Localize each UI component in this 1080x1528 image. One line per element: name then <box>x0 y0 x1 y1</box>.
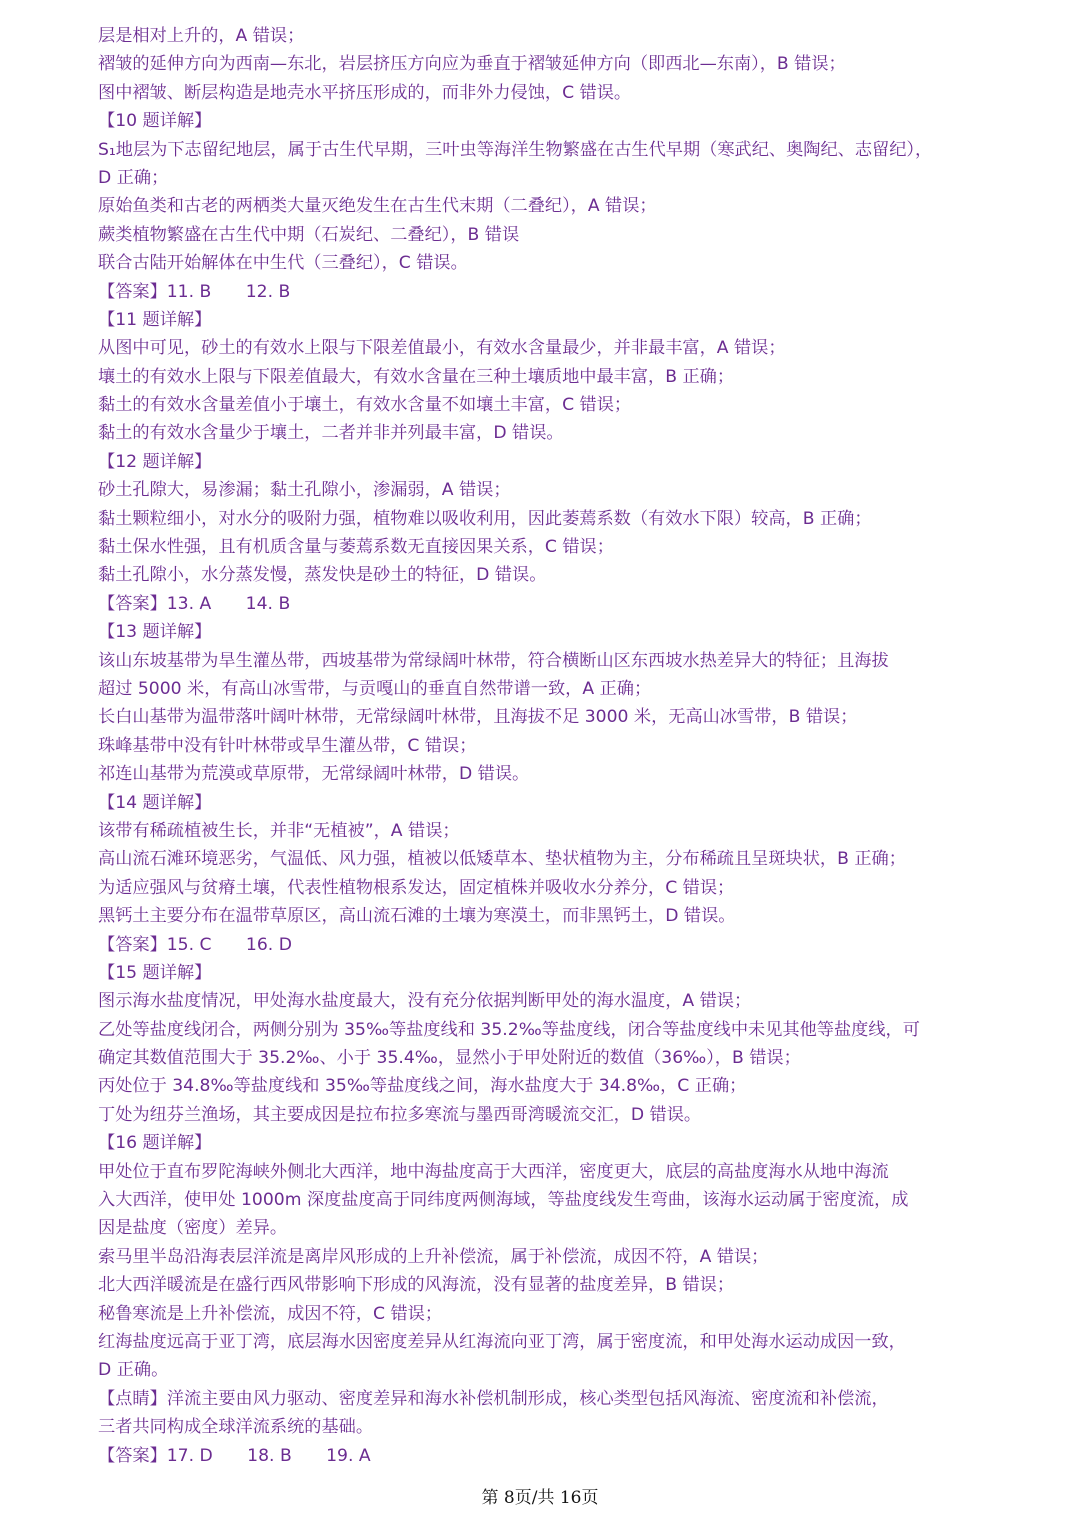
text-line: 甲处位于直布罗陀海峡外侧北大西洋，地中海盐度高于大西洋，密度更大，底层的高盐度海水从地中海流 <box>98 1161 889 1182</box>
text-line: 祁连山基带为荒漠或草原带，无常绿阔叶林带，D 错误。 <box>98 764 530 785</box>
text-line: 【点睛】洋流主要由风力驱动、密度差异和海水补偿机制形成，核心类型包括风海流、密度流和补偿流， <box>98 1388 889 1409</box>
text-line: 长白山基带为温带落叶阔叶林带，无常绿阔叶林带，且海拔不足 3000 米，无高山冰雪带，B 错误； <box>98 707 858 728</box>
text-line: 【答案】11. B 12. B <box>98 281 291 302</box>
text-line: 图示海水盐度情况，甲处海水盐度最大，没有充分依据判断甲处的海水温度，A 错误； <box>98 991 752 1012</box>
text-line: 北大西洋暖流是在盛行西风带影响下形成的风海流，没有显著的盐度差异，B 错误； <box>98 1275 735 1296</box>
text-line: 【11 题详解】 <box>98 309 212 330</box>
text-line: 壤土的有效水上限与下限差值最大，有效水含量在三种土壤质地中最丰富，B 正确； <box>98 366 735 387</box>
text-line: 【答案】15. C 16. D <box>98 934 292 955</box>
text-line: 【15 题详解】 <box>98 962 212 983</box>
text-line: 【14 题详解】 <box>98 792 212 813</box>
text-line: 丙处位于 34.8‰等盐度线和 35‰等盐度线之间，海水盐度大于 34.8‰，C 正确； <box>98 1076 747 1097</box>
text-line: 黑钙土主要分布在温带草原区，高山流石滩的土壤为寒漠土，而非黑钙土，D 错误。 <box>98 906 736 927</box>
text-line: 层是相对上升的，A 错误； <box>98 26 305 46</box>
text-line: 因是盐度（密度）差异。 <box>98 1218 288 1239</box>
text-line: 丁处为纽芬兰渔场，其主要成因是拉布拉多寒流与墨西哥湾暖流交汇，D 错误。 <box>98 1104 702 1125</box>
text-line: 【答案】17. D 18. B 19. A <box>98 1445 371 1466</box>
text-line: 珠峰基带中没有针叶林带或旱生灌丛带，C 错误； <box>98 735 477 756</box>
text-line: 褶皱的延伸方向为西南—东北，岩层挤压方向应为垂直于褶皱延伸方向（即西北—东南），B 错误； <box>98 54 846 75</box>
text-line: 【16 题详解】 <box>98 1133 212 1154</box>
text-line: 三者共同构成全球洋流系统的基础。 <box>98 1417 374 1438</box>
text-line: 黏土孔隙小，水分蒸发慢，蒸发快是砂土的特征，D 错误。 <box>98 565 547 586</box>
text-line: D 正确。 <box>98 1360 169 1381</box>
text-line: 入大西洋，使甲处 1000m 深度盐度高于同纬度两侧海域，等盐度线发生弯曲，该海水运动属于密度流，成 <box>98 1190 909 1211</box>
text-line: 索马里半岛沿海表层洋流是离岸风形成的上升补偿流，属于补偿流，成因不符，A 错误； <box>98 1246 769 1267</box>
text-line: 高山流石滩环境恶劣，气温低、风力强，植被以低矮草本、垫状植物为主，分布稀疏且呈斑块状，B 正确； <box>98 849 906 870</box>
text-line: 该山东坡基带为旱生灌丛带，西坡基带为常绿阔叶林带，符合横断山区东西坡水热差异大的特征；且海拔 <box>98 650 889 671</box>
text-line: 原始鱼类和古老的两栖类大量灭绝发生在古生代末期（二叠纪），A 错误； <box>98 196 657 217</box>
document-body <box>98 22 998 1470</box>
text-line: 黏土的有效水含量少于壤土，二者并非并列最丰富，D 错误。 <box>98 423 564 444</box>
text-line: 联合古陆开始解体在中生代（三叠纪），C 错误。 <box>98 253 468 274</box>
text-line: 该带有稀疏植被生长，并非“无植被”，A 错误； <box>98 820 460 841</box>
text-line: 【10 题详解】 <box>98 111 212 132</box>
text-line: 【答案】13. A 14. B <box>98 593 291 614</box>
page-footer: 第 8页/共 16页 <box>481 1488 599 1508</box>
text-line: 秘鲁寒流是上升补偿流，成因不符，C 错误； <box>98 1303 443 1324</box>
text-line: 蕨类植物繁盛在古生代中期（石炭纪、二叠纪），B 错误 <box>98 224 520 245</box>
text-line: D 正确； <box>98 167 169 188</box>
text-line: 超过 5000 米，有高山冰雪带，与贡嘎山的垂直自然带谱一致，A 正确； <box>98 678 652 699</box>
text-line: 【13 题详解】 <box>98 622 212 643</box>
text-line: 图中褶皱、断层构造是地壳水平挤压形成的，而非外力侵蚀，C 错误。 <box>98 82 632 103</box>
text-line: 黏土保水性强，且有机质含量与萎蔫系数无直接因果关系，C 错误； <box>98 537 614 558</box>
text-line: 乙处等盐度线闭合，两侧分别为 35‰等盐度线和 35.2‰等盐度线，闭合等盐度线中未见其他等盐度线，可 <box>98 1019 920 1040</box>
text-line: 黏土颗粒细小，对水分的吸附力强，植物难以吸收利用，因此萎蔫系数（有效水下限）较高，B 正确； <box>98 508 872 529</box>
text-line: 黏土的有效水含量差值小于壤土，有效水含量不如壤土丰富，C 错误； <box>98 395 632 416</box>
text-line: S₁地层为下志留纪地层，属于古生代早期，三叶虫等海洋生物繁盛在古生代早期（寒武纪、奥陶纪、志留纪）， <box>98 139 933 160</box>
text-line: 【12 题详解】 <box>98 451 212 472</box>
text-line: 从图中可见，砂土的有效水上限与下限差值最小，有效水含量最少，并非最丰富，A 错误； <box>98 338 786 359</box>
text-line: 为适应强风与贫瘠土壤，代表性植物根系发达，固定植株并吸收水分养分，C 错误； <box>98 877 735 898</box>
text-line: 确定其数值范围大于 35.2‰、小于 35.4‰，显然小于甲处附近的数值（36‰），B 错误； <box>98 1048 801 1069</box>
text-line: 红海盐度远高于亚丁湾，底层海水因密度差异从红海流向亚丁湾，属于密度流，和甲处海水运动成因一致， <box>98 1331 906 1352</box>
text-line: 砂土孔隙大，易渗漏；黏土孔隙小，渗漏弱，A 错误； <box>98 480 511 501</box>
